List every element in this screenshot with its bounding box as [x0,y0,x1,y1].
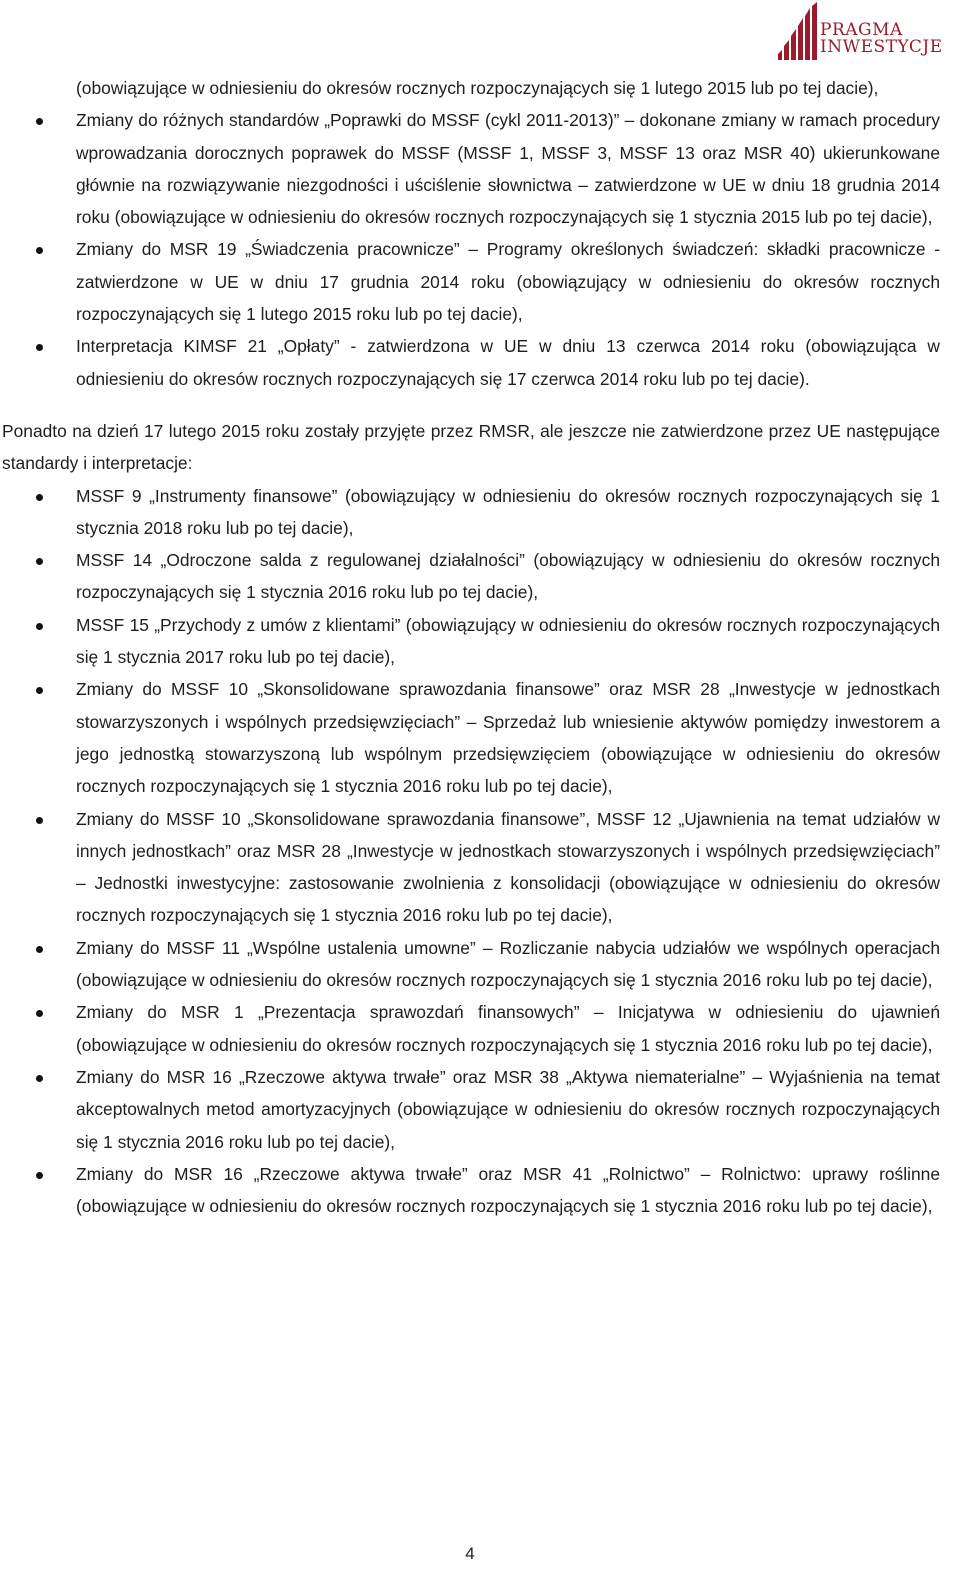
bullet-icon [36,687,43,694]
list-item-text: Zmiany do MSSF 10 „Skonsolidowane sprawozdania finansowe” oraz MSR 28 „Inwestycje w jednostkach stowarzyszonych i wspólnych przedsięwzięciach” – Sprzedaż lub wniesienie aktywów pomiędzy inwestorem a jego jednostką stowarzyszoną lub wspólnym przedsięwzięciem (obowiązujące w odniesieniu do okresów rocznych rozpoczynających się 1 stycznia 2016 roku lub po tej dacie), [76,679,940,797]
bullet-icon [36,623,43,630]
list-item-text: Interpretacja KIMSF 21 „Opłaty” - zatwierdzona w UE w dniu 13 czerwca 2014 roku (obowiązująca w odniesieniu do okresów rocznych rozpoczynających się 17 czerwca 2014 roku lub po tej dacie). [76,336,940,389]
bullet-icon [36,817,43,824]
bullet-icon [36,1075,43,1082]
list-item-text: MSSF 15 „Przychody z umów z klientami” (obowiązujący w odniesieniu do okresów rocznych rozpoczynających się 1 stycznia 2017 roku lub po tej dacie), [76,614,940,668]
bullet-icon [36,344,43,351]
list-item [0,233,960,330]
approved-standards-list [0,104,960,395]
list-item [0,330,960,395]
list-item [0,609,960,674]
bullet-icon [36,946,43,953]
list-item [0,104,960,233]
list-item-text: MSSF 9 „Instrumenty finansowe” (obowiązujący w odniesieniu do okresów rocznych rozpoczynających się 1 stycznia 2018 roku lub po tej dacie), [76,485,940,538]
page-number: 4 [465,1544,475,1563]
bullet-icon [36,247,43,254]
document-body [0,72,960,1222]
list-item-text: Zmiany do MSSF 11 „Wspólne ustalenia umowne” – Rozliczanie nabycia udziałów we wspólnych operacjach (obowiązujące w odniesieniu do okresów rocznych rozpoczynających się 1 stycznia 2016 roku lub po tej dacie), [76,937,940,991]
list-item [0,1061,960,1158]
logo-line-1: PRAGMA [820,20,903,40]
list-item [0,544,960,609]
bullet-icon [36,558,43,565]
continuation-text: (obowiązujące w odniesieniu do okresów rocznych rozpoczynających się 1 lutego 2015 lub po tej dacie), [76,78,879,98]
intro-paragraph: Ponadto na dzień 17 lutego 2015 roku zostały przyjęte przez RMSR, ale jeszcze nie zatwierdzone przez UE następujące standardy i interpretacje: [2,420,940,474]
list-item [0,932,960,997]
bullet-icon [36,494,43,501]
list-item-text: Zmiany do różnych standardów „Poprawki do MSSF (cykl 2011-2013)” – dokonane zmiany w ramach procedury wprowadzania dorocznych poprawek do MSSF (MSSF 1, MSSF 3, MSSF 13 oraz MSR 40) ukierunkowane głównie na rozwiązywanie niezgodności i uściślenie słownictwa – zatwierdzone w UE w dniu 18 grudnia 2014 roku (obowiązujące w odniesieniu do okresów rocznych rozpoczynających się 1 stycznia 2015 lub po tej dacie), [76,110,940,228]
list-item-text: Zmiany do MSSF 10 „Skonsolidowane sprawozdania finansowe”, MSSF 12 „Ujawnienia na temat udziałów w innych jednostkach” oraz MSR 28 „Inwestycje w jednostkach stowarzyszonych i wspólnych przedsięwzięciach” – Jednostki inwestycyjne: zastosowanie zwolnienia z konsolidacji (obowiązujące w odniesieniu do okresów rocznych rozpoczynających się 1 stycznia 2016 roku lub po tej dacie), [76,808,940,926]
bullet-icon [36,1172,43,1179]
list-item-text: Zmiany do MSR 16 „Rzeczowe aktywa trwałe” oraz MSR 38 „Aktywa niematerialne” – Wyjaśnienia na temat akceptowalnych metod amortyzacyjnych (obowiązujące w odniesieniu do okresów rocznych rozpoczynających się 1 stycznia 2016 roku lub po tej dacie), [76,1066,940,1152]
list-item [0,996,960,1061]
list-item [0,673,960,802]
list-item [0,1158,960,1223]
bullet-icon [36,1010,43,1017]
list-item-text: Zmiany do MSR 1 „Prezentacja sprawozdań finansowych” – Inicjatywa w odniesieniu do ujawnień (obowiązujące w odniesieniu do okresów rocznych rozpoczynających się 1 stycznia 2016 roku lub po tej dacie), [76,1002,940,1055]
list-item-text: Zmiany do MSR 19 „Świadczenia pracownicze” – Programy określonych świadczeń: składki pracownicze - zatwierdzone w UE w dniu 17 grudnia 2014 roku (obowiązujący w odniesieniu do okresów rocznych rozpoczynających się 1 lutego 2015 roku lub po tej dacie), [76,239,940,325]
pending-standards-list [0,480,960,1223]
logo-line-2: INWESTYCJE [820,37,943,57]
list-item [0,803,960,932]
list-item-text: Zmiany do MSR 16 „Rzeczowe aktywa trwałe” oraz MSR 41 „Rolnictwo” – Rolnictwo: uprawy roślinne (obowiązujące w odniesieniu do okresów rocznych rozpoczynających się 1 stycznia 2016 roku lub po tej dacie), [76,1163,940,1217]
list-item [0,480,960,545]
bullet-icon [36,118,43,125]
list-item-text: MSSF 14 „Odroczone salda z regulowanej działalności” (obowiązujący w odniesieniu do okresów rocznych rozpoczynających się 1 stycznia 2016 roku lub po tej dacie), [76,550,940,603]
